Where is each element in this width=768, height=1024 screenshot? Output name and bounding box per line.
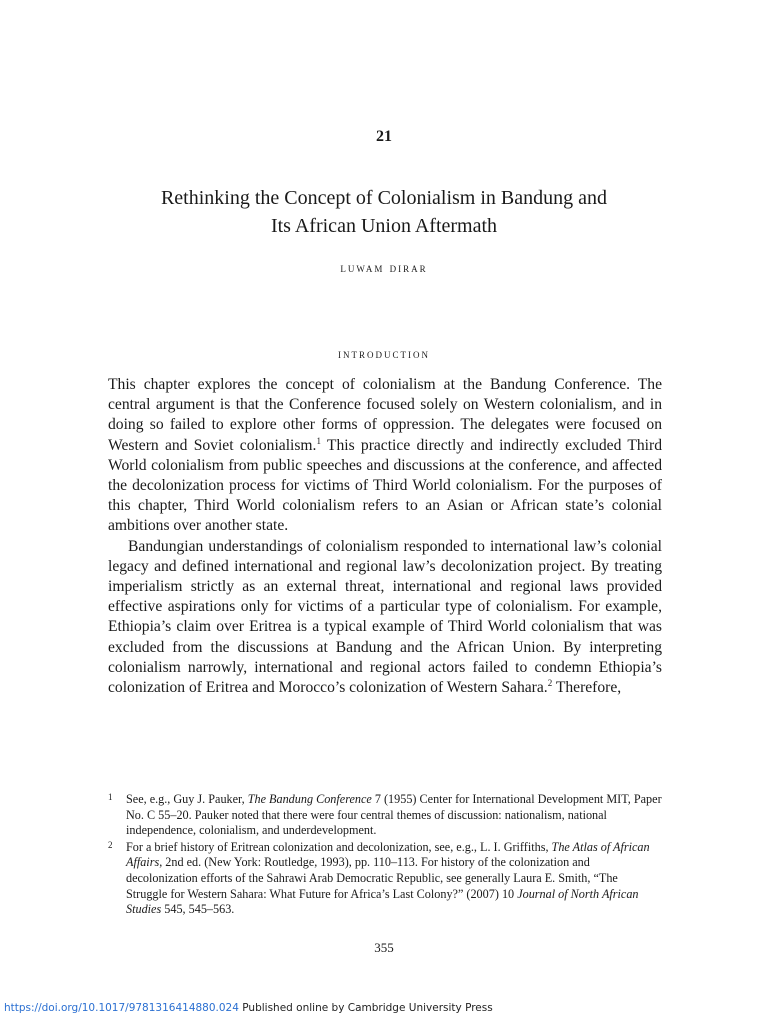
- footnote-1: [108, 792, 662, 839]
- footnote-ref-2[interactable]: 2: [547, 678, 553, 689]
- footnotes: [108, 792, 662, 919]
- paragraph-1-text-b: This practice directly and indirectly excluded Third World colonialism from public speeches and discussions at the conference, and affected the decolonization process for victims of Third World colonialism. For the purposes of this chapter, Third World colonialism refers to an Asian or African state’s colonial ambitions over another state.: [108, 436, 662, 535]
- chapter-title: [84, 184, 684, 240]
- body-text: [108, 375, 662, 698]
- footnote-number: 2: [108, 839, 113, 850]
- chapter-number: 21: [376, 128, 392, 145]
- footnote-text-part: For a brief history of Eritrean colonization and decolonization, see, e.g., L. I. Griffiths,: [126, 839, 552, 854]
- published-online-text: Published online by Cambridge University Press: [238, 1002, 493, 1014]
- footnote-text-part: , 2nd ed. (New York: Routledge, 1993), pp. 110–113. For history of the colonization and decolonization efforts of the Sahrawi Arab Democratic Republic, see generally Laura E. Smith, “The Struggle for Western Sahara: What Future for Africa’s Last Colony?” (2007) 10: [126, 855, 618, 901]
- section-heading: introduction: [338, 346, 430, 361]
- footnote-ref-1[interactable]: 1: [316, 435, 321, 446]
- paragraph-2-text-b: Therefore,: [552, 679, 622, 697]
- paragraph-1-text-a: This chapter explores the concept of colonialism at the Bandung Conference. The central argument is that the Conference focused solely on Western colonialism, and in doing so failed to explore other forms of oppression. The delegates were focused on Western and Soviet colonialism.: [108, 376, 662, 454]
- doi-footer: [4, 1002, 493, 1014]
- footnote-text: [126, 840, 650, 916]
- chapter-author: luwam dirar: [340, 260, 428, 275]
- doi-link[interactable]: https://doi.org/10.1017/9781316414880.024: [4, 1002, 239, 1014]
- chapter-title-line-1: Rethinking the Concept of Colonialism in Bandung and: [160, 187, 608, 209]
- footnote-title-italic: The Bandung Conference: [247, 792, 372, 806]
- footnote-text-part: See, e.g., Guy J. Pauker,: [126, 792, 248, 806]
- paragraph-2-text-a: Bandungian understandings of colonialism responded to international law’s colonial legacy and defined international and regional law’s decolonization project. By treating imperialism strictly as an external threat, international and regional laws provided effective aspirations only for victims of a particular type of colonialism. For example, Ethiopia’s claim over Eritrea is a typical example of Third World colonialism that was excluded from the discussions at Bandung and the African Union. By interpreting colonialism narrowly, international and regional actors failed to condemn Ethiopia’s colonization of Eritrea and Morocco’s colonization of Western Sahara.: [108, 537, 662, 697]
- footnote-number: 1: [108, 792, 113, 802]
- page-number: 355: [374, 940, 394, 955]
- footnote-2: [108, 840, 662, 918]
- footnote-text-part: 7 (1955) Center for International Development MIT, Paper No. C 55–20. Pauker noted that there were four central themes of discussion: nationalism, national independence, colonialism, and underdevelopment.: [126, 792, 662, 838]
- footnote-text-part: 545, 545–563.: [161, 902, 235, 917]
- footnote-journal-italic: Journal of North African Studies: [126, 886, 639, 917]
- paragraph-2: [108, 537, 662, 699]
- paragraph-1: [108, 375, 662, 537]
- chapter-title-line-2: Its African Union Aftermath: [270, 215, 498, 237]
- footnote-text: [126, 792, 662, 837]
- footnote-title-italic: The Atlas of African Affairs: [126, 839, 650, 870]
